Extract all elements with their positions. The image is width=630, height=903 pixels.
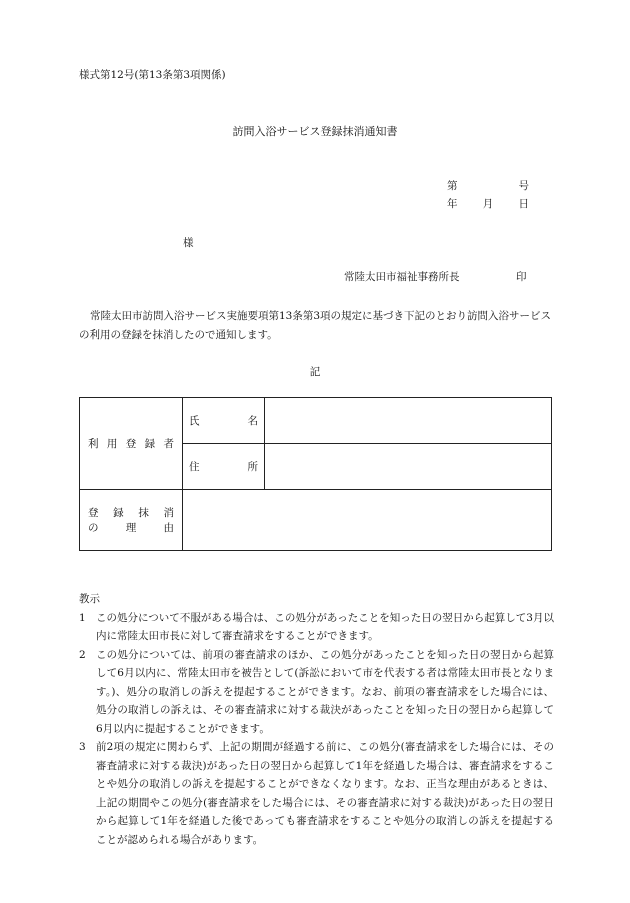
date-day: 日 — [518, 198, 529, 210]
list-item — [79, 646, 554, 739]
number-prefix: 第 — [447, 180, 458, 192]
reason-value-cell[interactable] — [183, 490, 552, 551]
table-row — [80, 398, 552, 444]
user-label-cell — [80, 398, 183, 490]
note-number: 1 — [79, 611, 86, 624]
address-label: 住所 — [189, 461, 258, 473]
name-label-cell — [183, 398, 265, 444]
info-table — [79, 397, 552, 551]
notes-section — [79, 590, 554, 849]
note-text: この処分については、前項の審査請求のほか、この処分があったことを知った日の翌日から起算して6月以内に、常陸太田市を被告として(訴訟において市を代表する者は常陸太田市長となります。)、処分の取消しの訴えを提起することができます。なお、前項の審査請求をした場合には、処分の取消しの訴えは、その審査請求に対する裁決があったことを知った日の翌日から起算して6月以内に提起することができます。 — [96, 648, 554, 735]
list-item — [79, 609, 554, 646]
document-title: 訪問入浴サービス登録抹消通知書 — [232, 125, 398, 138]
document-number-line — [447, 178, 529, 193]
ki-heading: 記 — [309, 366, 321, 378]
name-label: 氏名 — [189, 415, 258, 427]
name-value-cell[interactable] — [265, 398, 552, 444]
list-item — [79, 738, 554, 849]
number-suffix: 号 — [518, 180, 529, 192]
note-text: 前2項の規定に関わらず、上記の期間が経過する前に、この処分(審査請求をした場合には、その審査請求に対する裁決)があった日の翌日から起算して1年を経過した場合は、審査請求をすることや処分の取消しの訴えを提起することができなくなります。なお、正当な理由があるときは、上記の期間やこの処分(審査請求をした場合には、その審査請求に対する裁決)があった日の翌日から起算して1年を経過した後であっても審査請求をすることや処分の取消しの訴えを提起することが認められる場合があります。 — [96, 741, 554, 846]
body-text: 常陸太田市訪問入浴サービス実施要項第13条第3項の規定に基づき下記のとおり訪問入浴サービスの利用の登録を抹消したので通知します。 — [79, 310, 552, 341]
reason-label-line-2: の理由 — [88, 522, 174, 534]
address-label-cell — [183, 444, 265, 490]
note-number: 3 — [79, 741, 86, 753]
reason-label-line-1: 登録抹消 — [88, 507, 174, 519]
user-label: 利用登録者 — [88, 438, 174, 450]
address-value-cell[interactable] — [265, 444, 552, 490]
addressee-honorific: 様 — [183, 237, 194, 249]
form-number: 様式第12号(第13条第3項関係) — [79, 69, 226, 81]
notes-heading: 教示 — [79, 593, 100, 605]
date-year: 年 — [447, 198, 458, 210]
seal-mark: 印 — [516, 271, 527, 283]
table-row — [80, 490, 552, 551]
date-line — [447, 196, 529, 211]
issuer-name: 常陸太田市福祉事務所長 — [344, 271, 460, 283]
note-text: この処分について不服がある場合は、この処分があったことを知った日の翌日から起算して3月以内に常陸太田市長に対して審査請求をすることができます。 — [96, 611, 554, 642]
reason-label-cell — [80, 490, 183, 551]
note-number: 2 — [79, 648, 86, 661]
date-month: 月 — [482, 198, 494, 210]
